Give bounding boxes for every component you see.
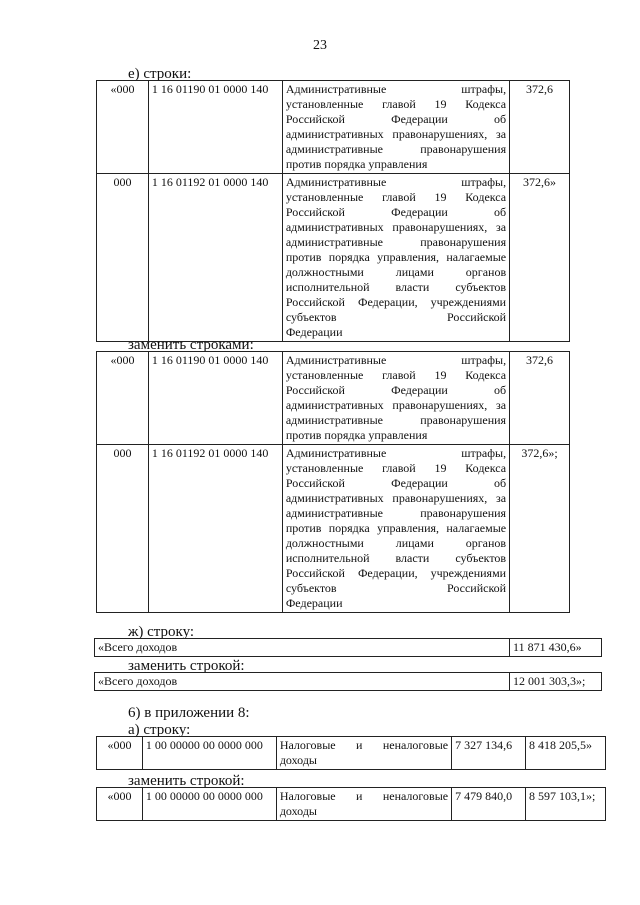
table-row — [97, 174, 570, 342]
total-amount: 12 001 303,3»; — [510, 673, 602, 691]
section-zh-table — [94, 638, 602, 657]
amount-year-2: 8 597 103,1»; — [526, 788, 606, 821]
table-row — [95, 639, 602, 657]
section-6-heading: 6) в приложении 8: — [128, 705, 250, 721]
budget-code: 1 16 01192 01 0000 140 — [148, 445, 282, 613]
table-row — [97, 445, 570, 613]
table-row — [95, 673, 602, 691]
row-prefix: «000 — [97, 788, 143, 821]
total-label: «Всего доходов — [95, 639, 510, 657]
row-description: Административные штрафы, установленные главой 19 Кодекса Российской Федерации об административных правонарушениях, за административные правонарушения против порядка управления, налагаемые должностными лицами органов исполнительной власти субъектов Российской Федерации, учреждениями субъектов Российской Федерации — [282, 445, 509, 613]
row-description: Налоговые и неналоговые доходы — [276, 788, 451, 821]
row-description: Административные штрафы, установленные главой 19 Кодекса Российской Федерации об административных правонарушениях, за административные правонарушения против порядка управления — [282, 81, 509, 174]
table-row — [97, 352, 570, 445]
row-prefix: «000 — [97, 737, 143, 770]
amount-year-1: 7 327 134,6 — [452, 737, 526, 770]
total-label: «Всего доходов — [95, 673, 510, 691]
row-prefix: 000 — [97, 174, 149, 342]
row-amount: 372,6»; — [510, 445, 570, 613]
budget-code: 1 16 01190 01 0000 140 — [148, 352, 282, 445]
row-prefix: «000 — [97, 81, 149, 174]
table-row — [97, 788, 606, 821]
budget-code: 1 16 01190 01 0000 140 — [148, 81, 282, 174]
section-6-replace-table — [96, 787, 606, 821]
table-row — [97, 81, 570, 174]
row-amount: 372,6 — [510, 352, 570, 445]
section-e-heading: е) строки: — [128, 66, 192, 82]
section-6-table — [96, 736, 606, 770]
row-description: Административные штрафы, установленные главой 19 Кодекса Российской Федерации об административных правонарушениях, за административные правонарушения против порядка управления — [282, 352, 509, 445]
page-number: 23 — [313, 38, 327, 53]
section-zh-replace-heading: заменить строкой: — [128, 658, 245, 674]
amount-year-1: 7 479 840,0 — [452, 788, 526, 821]
row-amount: 372,6 — [510, 81, 570, 174]
row-prefix: «000 — [97, 352, 149, 445]
section-6-replace-heading: заменить строкой: — [128, 773, 245, 789]
amount-year-2: 8 418 205,5» — [526, 737, 606, 770]
section-zh-heading: ж) строку: — [128, 624, 195, 640]
section-e-table — [96, 80, 570, 342]
budget-code: 1 16 01192 01 0000 140 — [148, 174, 282, 342]
budget-code: 1 00 00000 00 0000 000 — [142, 788, 276, 821]
total-amount: 11 871 430,6» — [510, 639, 602, 657]
row-amount: 372,6» — [510, 174, 570, 342]
budget-code: 1 00 00000 00 0000 000 — [142, 737, 276, 770]
table-row — [97, 737, 606, 770]
section-e-replace-table — [96, 351, 570, 613]
section-e-replace-heading: заменить строками: — [128, 337, 254, 353]
row-description: Налоговые и неналоговые доходы — [276, 737, 451, 770]
section-6-subheading: а) строку: — [128, 722, 191, 738]
row-description: Административные штрафы, установленные главой 19 Кодекса Российской Федерации об административных правонарушениях, за административные правонарушения против порядка управления, налагаемые должностными лицами органов исполнительной власти субъектов Российской Федерации, учреждениями субъектов Российской Федерации — [282, 174, 509, 342]
section-zh-replace-table — [94, 672, 602, 691]
row-prefix: 000 — [97, 445, 149, 613]
